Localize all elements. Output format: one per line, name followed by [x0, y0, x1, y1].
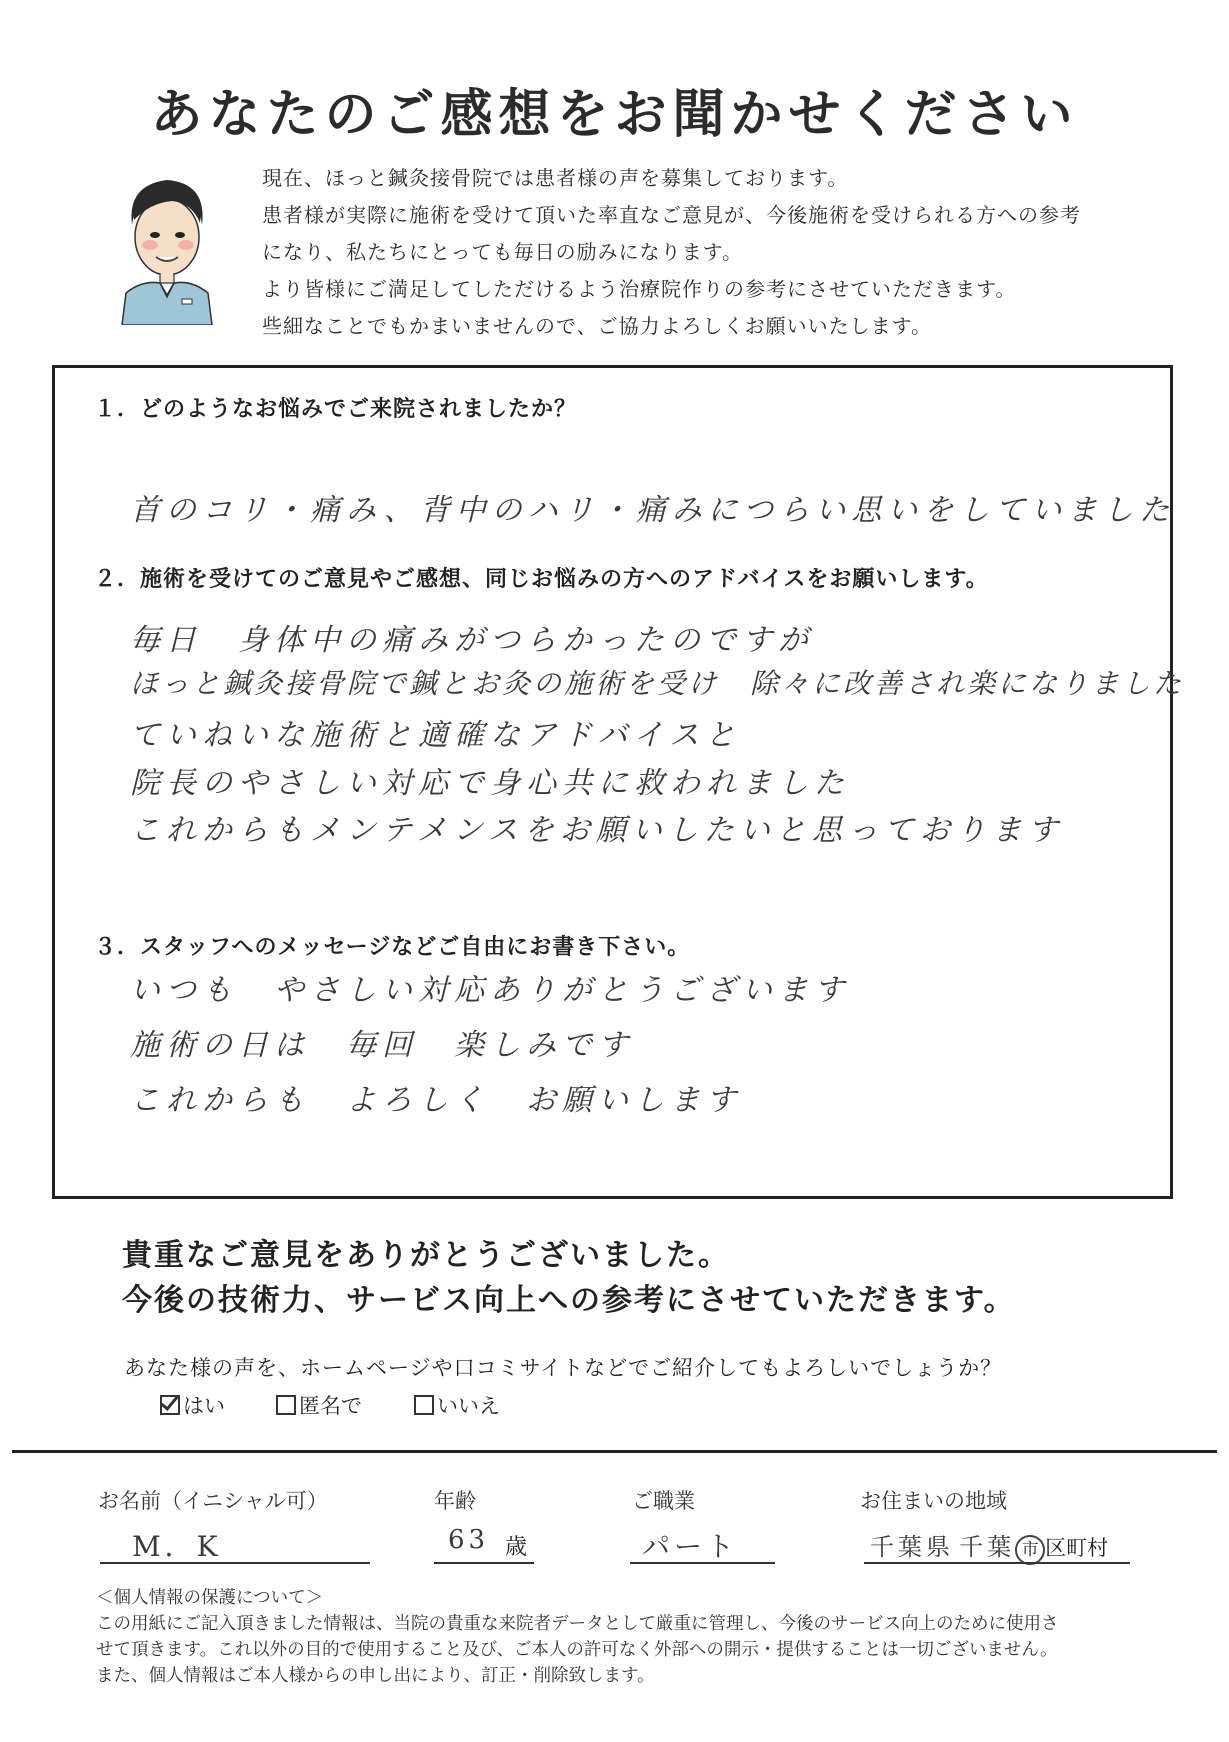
consent-option-no[interactable]: いいえ [414, 1390, 500, 1420]
age-underline [434, 1562, 534, 1564]
answer-2-line: これからもメンテメンスをお願いしたいと思っております [130, 813, 1064, 848]
answer-2-line: 毎日 身体中の痛みがつらかったのですが [130, 623, 814, 658]
consent-option-anonymous[interactable]: 匿名で [276, 1390, 362, 1420]
consent-option-yes[interactable]: はい [160, 1390, 225, 1420]
answer-2-line: ていねいな施術と適確なアドバイスと [130, 718, 742, 753]
intro-line: より皆様にご満足してしただけるよう治療院作りの参考にさせていただきます。 [262, 277, 1017, 301]
intro-line: 患者様が実際に施術を受けて頂いた率直なご意見が、今後施術を受けられる方への参考 [262, 203, 1081, 227]
city-circle-mark: 市 [1015, 1535, 1045, 1565]
thanks-line: 今後の技術力、サービス向上への参考にさせていただきます。 [122, 1283, 1016, 1318]
page-title: あなたのご感想をお聞かせください [150, 85, 1079, 145]
area-value[interactable]: 千葉県 千葉 市 区町村 [870, 1527, 1108, 1565]
checkbox[interactable] [414, 1395, 434, 1415]
thanks-line: 貴重なご意見をありがとうございました。 [122, 1238, 730, 1273]
answer-3-line: これからも よろしく お願いします [130, 1083, 742, 1118]
name-value[interactable]: M．K [132, 1530, 222, 1563]
answer-2-line: 院長のやさしい対応で身心共に救われました [130, 766, 850, 801]
name-underline [100, 1562, 370, 1564]
privacy-heading: ＜個人情報の保護について＞ [96, 1588, 324, 1608]
question-2: ２．施術を受けてのご意見やご感想、同じお悩みの方へのアドバイスをお願いします。 [94, 567, 989, 592]
age-label: 年齢 [434, 1489, 476, 1513]
consent-question: あなた様の声を、ホームページや口コミサイトなどでご紹介してもよろしいでしょうか？ [124, 1356, 1003, 1380]
answer-3-line: いつも やさしい対応ありがとうございます [130, 973, 850, 1008]
occupation-value[interactable]: パート [642, 1530, 739, 1563]
checkbox[interactable] [276, 1395, 296, 1415]
name-label: お名前（イニシャル可） [98, 1489, 328, 1513]
intro-line: になり、私たちにとっても毎日の励みになります。 [262, 240, 743, 264]
question-3: ３．スタッフへのメッセージなどご自由にお書き下さい。 [94, 935, 691, 960]
answer-3-line: 施術の日は 毎回 楽しみです [130, 1028, 634, 1063]
privacy-line: この用紙にご記入頂きました情報は、当院の貴重な来院者データとして厳重に管理し、今後のサービス向上のために使用さ [96, 1614, 1059, 1634]
section-divider [12, 1450, 1217, 1453]
answer-1-line: 首のコリ・痛み、背中のハリ・痛みにつらい思いをしていました [130, 493, 1176, 528]
area-underline [864, 1562, 1130, 1564]
occupation-underline [630, 1562, 775, 1564]
intro-line: 現在、ほっと鍼灸接骨院では患者様の声を募集しております。 [262, 166, 849, 190]
area-label: お住まいの地域 [860, 1489, 1007, 1513]
staff-illustration [112, 165, 222, 325]
intro-line: 些細なことでもかまいませんので、ご協力よろしくお願いいたします。 [262, 314, 932, 338]
answer-2-line: ほっと鍼灸接骨院で鍼とお灸の施術を受け 除々に改善され楽になりました [130, 667, 1185, 700]
age-unit: 歳 [505, 1535, 528, 1560]
privacy-line: せて頂きます。これ以外の目的で使用すること及び、ご本人の許可なく外部への開示・提供することは一切ございません。 [96, 1640, 1058, 1660]
question-1: １．どのようなお悩みでご来院されましたか？ [94, 397, 578, 422]
occupation-label: ご職業 [632, 1489, 695, 1513]
checkbox-checked[interactable] [160, 1395, 180, 1415]
intro-text [262, 160, 1081, 345]
privacy-line: また、個人情報はご本人様からの申し出により、訂正・削除致します。 [96, 1666, 655, 1686]
age-value[interactable]: 63 [448, 1525, 490, 1555]
privacy-notice [96, 1585, 1059, 1689]
